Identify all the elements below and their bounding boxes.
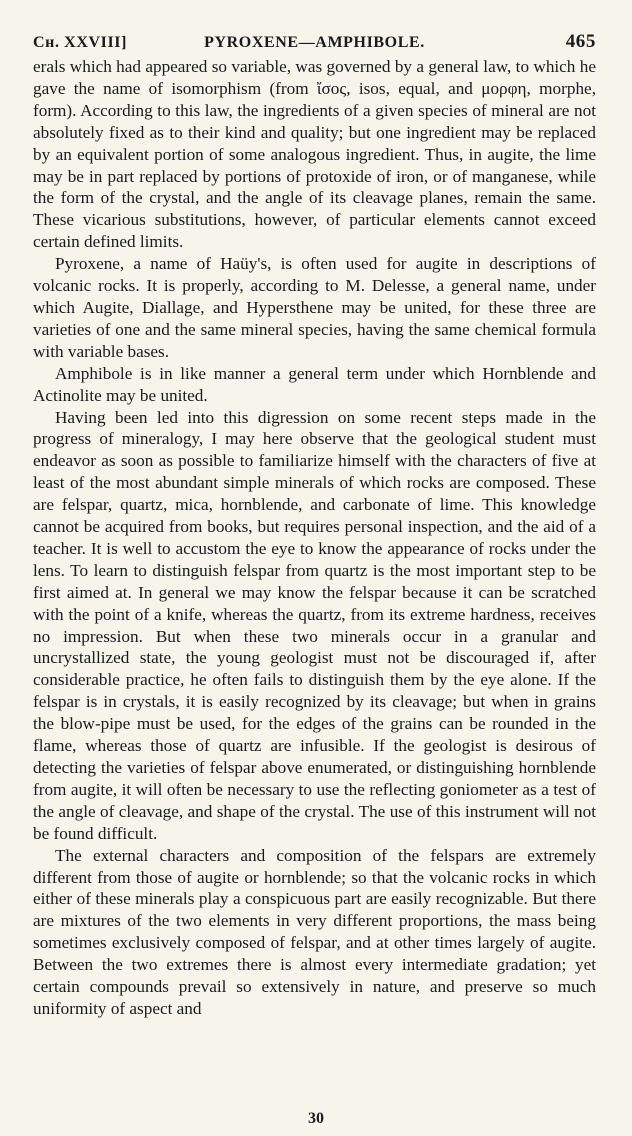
running-title: PYROXENE—AMPHIBOLE. bbox=[204, 34, 425, 51]
paragraph: The external characters and composition of the felspars are extremely different from those of augite or hornblende; so that the volcanic rocks in which either of these minerals play a conspicuous part are easily recognizable. But there are mixtures of the two elements in very different proportions, the mass being sometimes exclusively composed of felspar, and at other times largely of augite. Between the two extremes there is almost every intermediate gradation; yet certain compounds prevail so extensively in nature, and preserve so much uniformity of aspect and bbox=[33, 845, 596, 1018]
chapter-label: Cʜ. XXVIII] bbox=[33, 34, 128, 51]
body-text bbox=[33, 56, 596, 1020]
paragraph: erals which had appeared so variable, was governed by a general law, to which he gave the name of isomorphism (from ἴσος, isos, equal, and μορφη, morphe, form). According to this law, the ingredients of a given species of mineral are not absolutely fixed as to their kind and quality; but one ingredient may be replaced by an equivalent portion of some analogous ingredient. Thus, in augite, the lime may be in part replaced by portions of protoxide of iron, or of manganese, while the form of the crystal, and the angle of its cleavage planes, remain the same. These vicarious substitutions, however, of particular elements cannot exceed certain defined limits. bbox=[33, 57, 596, 252]
signature-mark: 30 bbox=[308, 1110, 324, 1127]
paragraph: Amphibole is in like manner a general term under which Hornblende and Actinolite may be united. bbox=[33, 363, 596, 405]
paragraph: Pyroxene, a name of Haüy's, is often used for augite in descriptions of volcanic rocks. It is properly, according to M. Delesse, a general name, under which Augite, Diallage, and Hypersthene may be united, for these three are varieties of one and the same mineral species, having the same chemical formula with variable bases. bbox=[33, 254, 596, 361]
paragraph: Having been led into this digression on some recent steps made in the progress of mineralogy, I may here observe that the geological student must endeavor as soon as possible to familiarize himself with the characters of five at least of the most abundant simple minerals of which rocks are composed. These are felspar, quartz, mica, hornblende, and carbonate of lime. This knowledge cannot be acquired from books, but requires personal inspection, and the aid of a teacher. It is well to accustom the eye to know the appearance of rocks under the lens. To learn to distinguish felspar from quartz is the most important step to be first aimed at. In general we may know the felspar because it can be scratched with the point of a knife, whereas the quartz, from its extreme hardness, receives no impression. But when these two minerals occur in a granular and uncrystallized state, the young geologist must not be discouraged if, after considerable practice, he often fails to distinguish them by the eye alone. If the felspar is in crystals, it is easily recognized by its cleavage; but when in grains the blow-pipe must be used, for the edges of the grains can be rounded in the flame, whereas those of quartz are infusible. If the geologist is desirous of detecting the varieties of felspar above enumerated, or distinguishing hornblende from augite, it will often be necessary to use the reflecting goniometer as a test of the angle of cleavage, and shape of the crystal. The use of this instrument will not be found difficult. bbox=[33, 407, 596, 843]
running-head bbox=[33, 30, 596, 56]
page-number: 465 bbox=[565, 31, 596, 52]
